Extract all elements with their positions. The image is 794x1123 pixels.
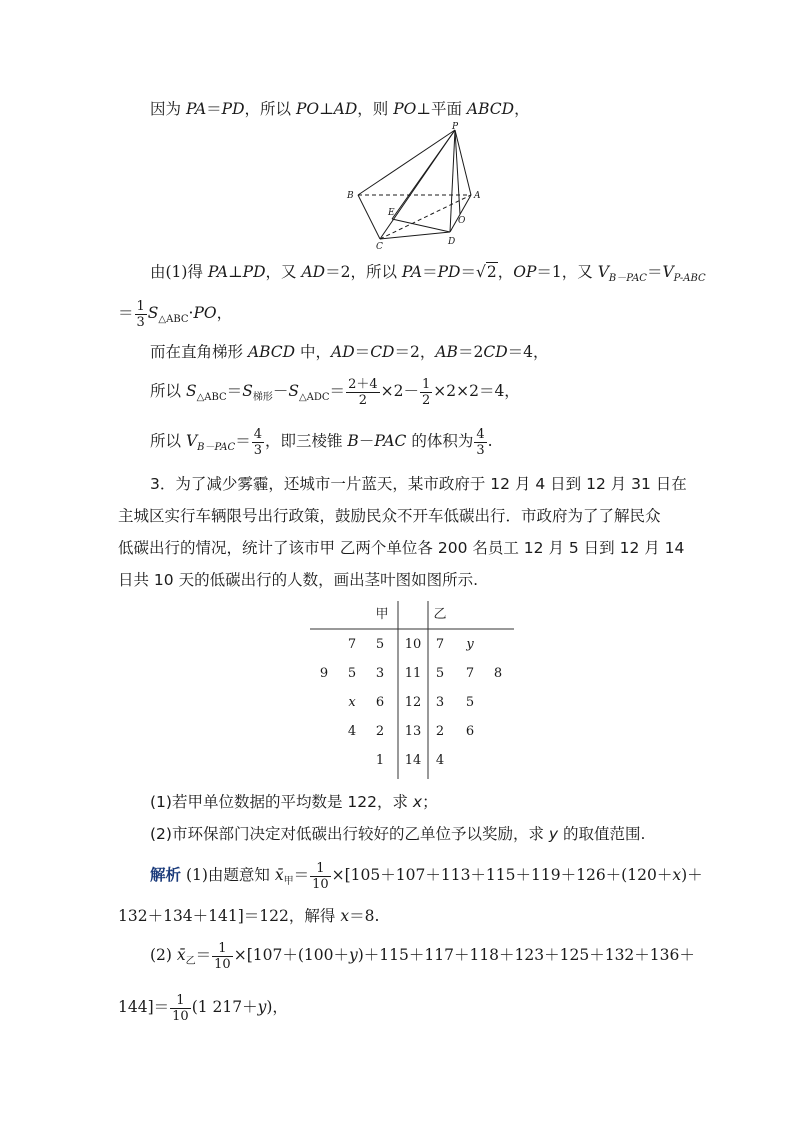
edge-da <box>450 195 471 232</box>
problem-3-line-4: 日共 10 天的低碳出行的人数，画出茎叶图如图所示. <box>118 571 479 589</box>
leaf-left: 5 <box>347 666 357 681</box>
pyramid-figure <box>340 122 490 252</box>
leaf-right: 5 <box>435 666 445 681</box>
edge-pb <box>358 130 455 195</box>
edge-pe <box>392 130 455 219</box>
leaf-right: 5 <box>465 695 475 710</box>
leaf-right: 8 <box>493 666 503 681</box>
proof-line-2: 由(1)得 PA⊥PD，又 AD＝2，所以 PA＝PD＝√2，OP＝1，又 $V_{B-PAC}=V_{P-ABC}$ <box>150 263 706 284</box>
proof-line-6: 所以 $V_{B-PAC}=$ $\frac{4}{3}$ ，即三棱锥 B－PAC 的体积为 $\frac{4}{3}$ . <box>150 426 493 458</box>
leaf-left: 9 <box>319 666 329 681</box>
label-b: B <box>347 191 354 201</box>
header-right: 乙 <box>433 607 447 622</box>
leaf-left: 7 <box>347 637 357 652</box>
label-p: P <box>452 122 459 132</box>
leaf-right: 6 <box>465 724 475 739</box>
leaf-left: 5 <box>375 637 385 652</box>
question-2: (2)市环保部门决定对低碳出行较好的乙单位予以奖励，求 y 的取值范围. <box>150 825 646 843</box>
solution-line-3: (2) $x̄_乙=$ $\frac{1}{10}$ ×[107＋(100＋y)＋115＋117＋118＋123＋125＋132＋136＋ <box>150 940 695 972</box>
leaf-right: 2 <box>435 724 445 739</box>
edge-ed <box>392 219 450 232</box>
leaf-left: 6 <box>375 695 385 710</box>
solution-line-4: 144]＝ $\frac{1}{10}$ (1 217＋y)， <box>118 992 288 1024</box>
leaf-left: 4 <box>347 724 357 739</box>
edge-pd <box>450 130 455 232</box>
leaf-left: 2 <box>375 724 385 739</box>
leaf-right: 3 <box>435 695 445 710</box>
stem-leaf-plot <box>310 601 516 779</box>
leaf-left: 1 <box>375 753 385 768</box>
leaf-left: x <box>348 695 356 710</box>
label-a: A <box>474 191 481 201</box>
label-d: D <box>448 237 456 247</box>
stem: 12 <box>404 695 422 710</box>
leaf-right: y <box>466 637 474 652</box>
leaf-right: 7 <box>465 666 475 681</box>
header-left: 甲 <box>375 607 389 622</box>
problem-3-line-3: 低碳出行的情况，统计了该市甲 乙两个单位各 200 名员工 12 月 5 日到 12 月 14 <box>118 539 685 557</box>
label-c: C <box>376 242 383 252</box>
leaf-right: 4 <box>435 753 445 768</box>
solution-line-1: 解析 (1)由题意知 $x̄_甲=$ $\frac{1}{10}$ ×[105＋107＋113＋115＋119＋126＋(120＋x)＋ <box>150 860 703 892</box>
proof-line-4: 而在直角梯形 ABCD 中，AD＝CD＝2，AB＝2CD＝4， <box>150 343 549 361</box>
problem-3-line-1: 3．为了减少雾霾，还城市一片蓝天，某市政府于 12 月 4 日到 12 月 31 日在 <box>150 475 687 493</box>
proof-line-3: ＝ $\frac{1}{3}$ $S_{\triangle ABC}\cdot PO$， <box>118 298 233 330</box>
stem: 14 <box>404 753 422 768</box>
question-1: (1)若甲单位数据的平均数是 122，求 x； <box>150 793 438 811</box>
label-o: O <box>458 216 466 226</box>
stem: 10 <box>404 637 422 652</box>
edge-cd <box>380 232 450 239</box>
proof-line-5: 所以 $S_{\triangle ABC}=S_{梯形}-S_{\triangle ADC}=$ $\frac{2+4}{2}$ ×2－ $\frac{1}{2}$ ×2×2＝4， <box>150 376 520 408</box>
proof-line-1: 因为 PA＝PD，所以 PO⊥AD，则 PO⊥平面 ABCD， <box>150 100 530 118</box>
leaf-right: 7 <box>435 637 445 652</box>
stem: 13 <box>404 724 422 739</box>
solution-line-2: 132＋134＋141]＝122，解得 x＝8. <box>118 907 380 925</box>
edge-bc <box>358 195 380 239</box>
stem: 11 <box>404 666 422 681</box>
label-e: E <box>388 208 395 218</box>
leaf-left: 3 <box>375 666 385 681</box>
problem-3-line-2: 主城区实行车辆限号出行政策，鼓励民众不开车低碳出行．市政府为了了解民众 <box>118 507 661 525</box>
